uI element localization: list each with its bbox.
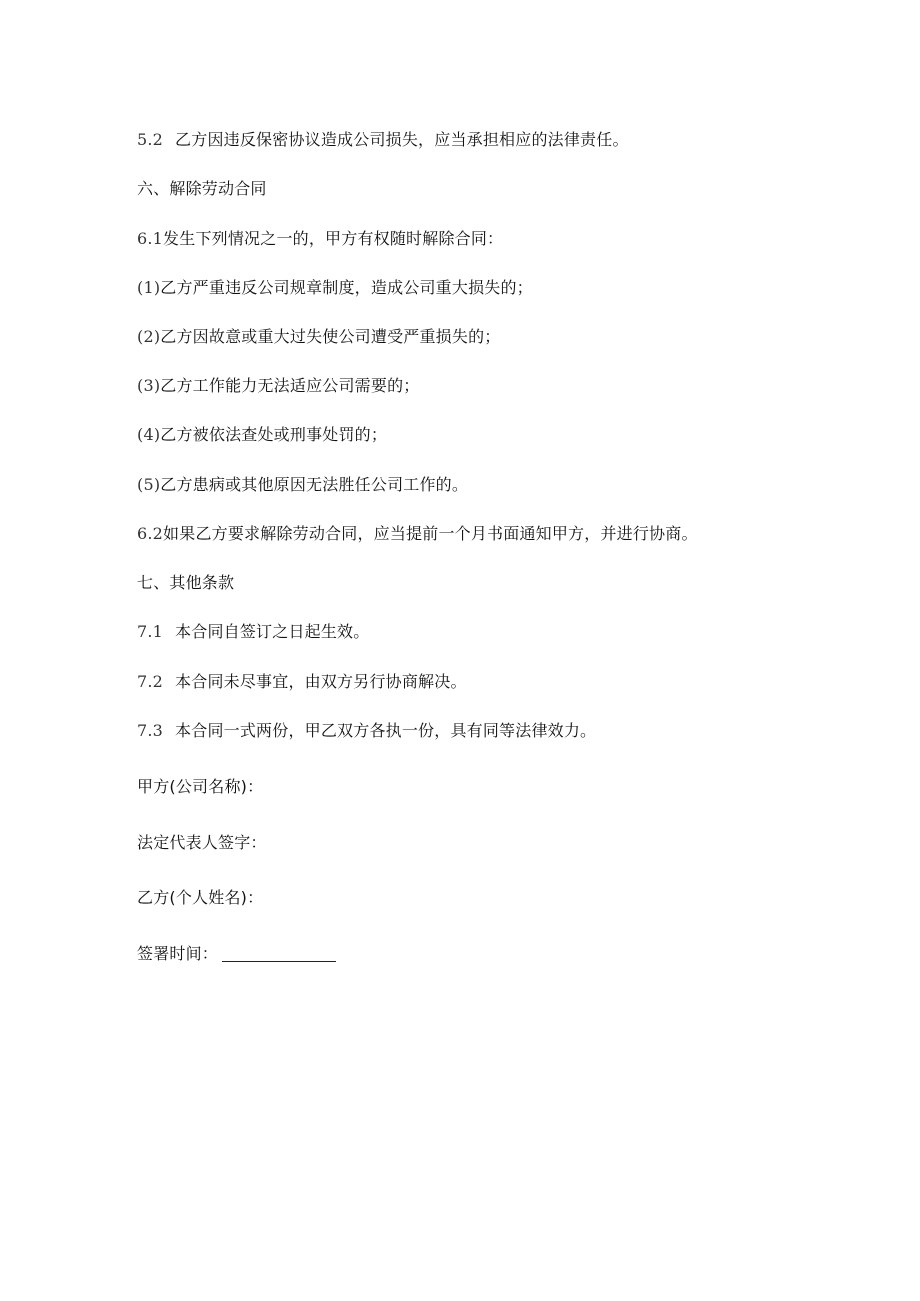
item-text: 乙方工作能力无法适应公司需要的；: [160, 376, 420, 395]
list-item-5: [137, 474, 468, 496]
clause-number: 5.2: [137, 130, 164, 149]
item-number: (5): [137, 475, 161, 494]
clause-number: 7.3: [137, 721, 164, 740]
list-item-2: [137, 326, 500, 348]
clause-number: 6.2: [137, 524, 164, 543]
clause-text: 本合同一式两份，甲乙双方各执一份，具有同等法律效力。: [175, 721, 597, 740]
clause-6-2: [137, 523, 698, 545]
list-item-3: [137, 375, 419, 397]
clause-number: 7.2: [137, 672, 164, 691]
section-heading-6: 六、解除劳动合同: [137, 179, 267, 198]
list-item-1: [137, 277, 533, 299]
item-number: (1): [137, 278, 161, 297]
clause-6-1: [137, 228, 503, 250]
signature-date-blank: [222, 945, 336, 962]
clause-number: 6.1: [137, 229, 164, 248]
clause-text: 本合同未尽事宜，由双方另行协商解决。: [175, 672, 467, 691]
clause-text: 本合同自签订之日起生效。: [175, 622, 370, 641]
item-text: 乙方因故意或重大过失使公司遭受严重损失的；: [160, 327, 501, 346]
clause-text: 发生下列情况之一的，甲方有权随时解除合同：: [163, 229, 504, 248]
item-text: 乙方被依法查处或刑事处罚的；: [160, 425, 388, 444]
section-heading-7: 七、其他条款: [137, 573, 235, 592]
clause-5-2: [137, 129, 629, 151]
clause-text: 乙方因违反保密协议造成公司损失，应当承担相应的法律责任。: [175, 130, 629, 149]
signature-legal-rep: 法定代表人签字：: [137, 833, 267, 852]
clause-text: 如果乙方要求解除劳动合同，应当提前一个月书面通知甲方，并进行协商。: [163, 524, 698, 543]
list-item-4: [137, 424, 387, 446]
item-number: (3): [137, 376, 161, 395]
signature-date-label: 签署时间：: [137, 944, 219, 963]
item-number: (4): [137, 425, 161, 444]
clause-7-2: [137, 671, 467, 693]
signature-date: [137, 943, 336, 965]
clause-7-3: [137, 720, 596, 742]
signature-party-b: 乙方(个人姓名)：: [137, 888, 264, 907]
clause-7-1: [137, 621, 369, 643]
signature-party-a: 甲方(公司名称)：: [137, 777, 264, 796]
item-number: (2): [137, 327, 161, 346]
item-text: 乙方严重违反公司规章制度，造成公司重大损失的；: [160, 278, 533, 297]
clause-number: 7.1: [137, 622, 164, 641]
item-text: 乙方患病或其他原因无法胜任公司工作的。: [160, 475, 469, 494]
